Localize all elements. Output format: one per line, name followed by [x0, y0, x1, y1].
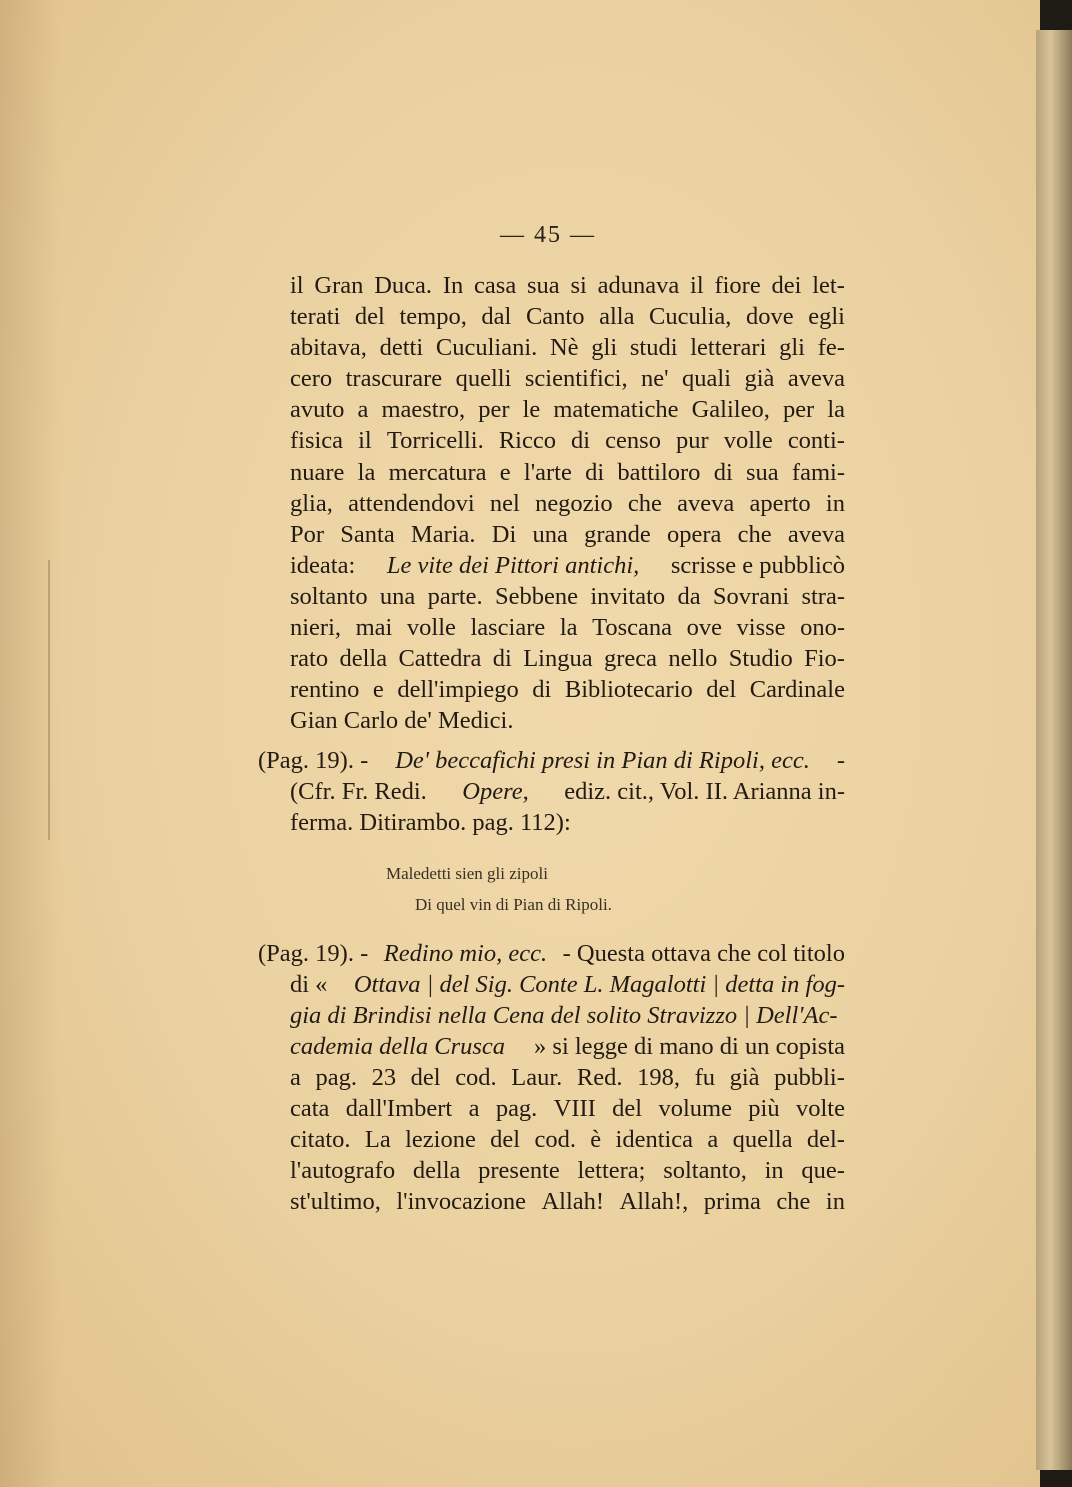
- note-line: a pag. 23 del cod. Laur. Red. 198, fu già pubbli-: [290, 1064, 845, 1091]
- text-line: abitava, detti Cuculiani. Nè gli studi letterari gli fe-: [290, 334, 845, 361]
- text-line: rato della Cattedra di Lingua greca nello Studio Fio-: [290, 645, 845, 672]
- page-number: — 45 —: [500, 222, 596, 248]
- note-line: cata dall'Imbert a pag. VIII del volume più volte: [290, 1095, 845, 1122]
- page-crease: [48, 560, 50, 840]
- note-line: di « Ottava | del Sig. Conte L. Magalotti | detta in fog-: [290, 971, 845, 998]
- verse-line: Di quel vin di Pian di Ripoli.: [415, 895, 612, 914]
- note-line: citato. La lezione del cod. è identica a quella del-: [290, 1126, 845, 1153]
- note-line: (Pag. 19). - Redino mio, ecc. - Questa ottava che col titolo: [258, 940, 845, 967]
- page-edge: [1036, 30, 1072, 1470]
- text-line: fisica il Torricelli. Ricco di censo pur volle conti-: [290, 427, 845, 454]
- text-line: terati del tempo, dal Canto alla Cuculia, dove egli: [290, 303, 845, 330]
- text-line: avuto a maestro, per le matematiche Galileo, per la: [290, 396, 845, 423]
- text-line: Gian Carlo de' Medici.: [290, 707, 514, 734]
- note-line: (Cfr. Fr. Redi. Opere, ediz. cit., Vol. II. Arianna in-: [290, 778, 845, 805]
- text-line: Por Santa Maria. Di una grande opera che aveva: [290, 521, 845, 548]
- note-line: l'autografo della presente lettera; soltanto, in que-: [290, 1157, 845, 1184]
- verse-line: Maledetti sien gli zipoli: [386, 864, 548, 883]
- note-line: st'ultimo, l'invocazione Allah! Allah!, prima che in: [290, 1188, 845, 1215]
- text-line: soltanto una parte. Sebbene invitato da Sovrani stra-: [290, 583, 845, 610]
- text-line: il Gran Duca. In casa sua si adunava il fiore dei let-: [290, 272, 845, 299]
- text-line: nuare la mercatura e l'arte di battiloro di sua fami-: [290, 459, 845, 486]
- text-line: glia, attendendovi nel negozio che aveva aperto in: [290, 490, 845, 517]
- note-line: gia di Brindisi nella Cena del solito Stravizzo | Dell'Ac-: [290, 1002, 838, 1029]
- text-line: ideata: Le vite dei Pittori antichi, scrisse e pubblicò: [290, 552, 845, 579]
- text-line: cero trascurare quelli scientifici, ne' quali già aveva: [290, 365, 845, 392]
- note-line: (Pag. 19). - De' beccafichi presi in Pian di Ripoli, ecc. -: [258, 747, 845, 774]
- text-line: rentino e dell'impiego di Bibliotecario del Cardinale: [290, 676, 845, 703]
- note-line: cademia della Crusca » si legge di mano di un copista: [290, 1033, 845, 1060]
- italic-title: Le vite dei Pittori antichi,: [386, 552, 640, 579]
- note-line: ferma. Ditirambo. pag. 112):: [290, 809, 571, 836]
- text-line: nieri, mai volle lasciare la Toscana ove visse ono-: [290, 614, 845, 641]
